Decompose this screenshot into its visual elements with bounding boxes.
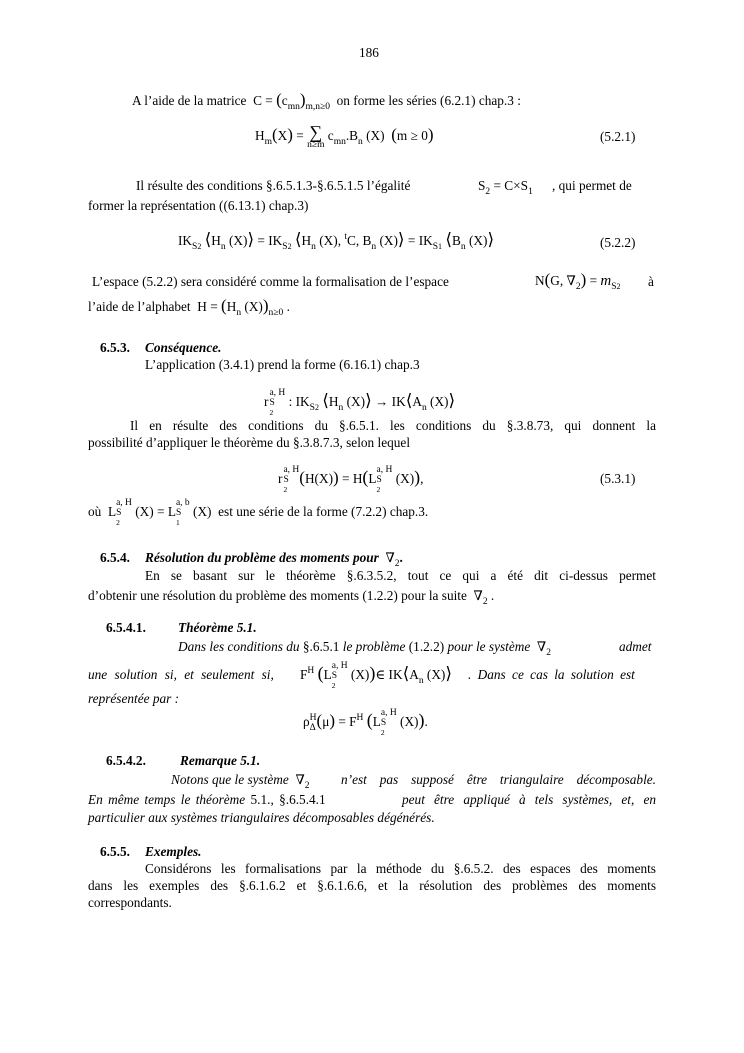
section-title-6-5-3: Conséquence. (145, 340, 222, 355)
espace-line-1-end: à (648, 274, 654, 289)
theorem-condition-formula: $F^H$ (L a, H S 2 (X))∈ $IK⟨A_n$ (X)⟩ (300, 661, 452, 690)
section-6-5-4-line-2-text: d’obtenir une résolution du problème des moments (1.2.2) pour la suite (88, 588, 467, 603)
theorem-l1a: Dans les conditions du (178, 639, 300, 654)
espace-line-2 (88, 297, 290, 318)
ilen-line-1: Il en résulte des conditions du §.6.5.1. les conditions du §.3.8.73, qui donnent la (130, 418, 656, 433)
nabla-symbol: $\nabla_2$ (382, 550, 400, 569)
matrix-formula: $C = (c_{mn})_{m,n\ge 0}$ (249, 90, 330, 112)
resulte-line-2: former la représentation ((6.13.1) chap.3) (88, 198, 309, 213)
intro-suffix: on forme les séries (6.2.1) chap.3 : (336, 93, 521, 108)
intro-prefix: A l’aide de la matrice (132, 93, 247, 108)
theorem-line-2-b: . Dans ce cas la solution est (468, 667, 635, 682)
remark-line-3: particulier aux systèmes triangulaires décomposables dégénérés. (88, 810, 435, 825)
remark-l1a: Notons que le système (171, 772, 289, 787)
espace-line-1: L’espace (5.2.2) sera considéré comme la formalisation de l’espace (92, 274, 449, 289)
section-title-6-5-4-text: Résolution du problème des moments pour (145, 550, 379, 565)
section-title-6-5-4-2: Remarque 5.1. (180, 753, 261, 768)
alphabet-formula: $H = (H_n$ $(X))_{n\ge 0}$ . (193, 296, 290, 318)
remark-line-1-b: n’est pas supposé être triangulaire décomposable. (341, 772, 656, 787)
ilen-line-2: possibilité d’appliquer le théorème du §.3.8.7.3, selon lequel (88, 435, 411, 450)
ou-line (88, 498, 428, 528)
theorem-l1b: §.6.5.1 (302, 639, 340, 654)
section-6-5-4-line-2 (88, 587, 494, 607)
espace-formula: N(G, $\nabla_2) = m_{S2}$ (535, 270, 621, 292)
equation-5-3-1: r a, H S 2 (H(X)) = H(L a, H S 2 (X)), (278, 465, 424, 494)
remark-l2b: 5.1., §.6.5.4.1 (250, 792, 326, 807)
resulte-line-1 (136, 177, 410, 195)
section-title-6-5-4: Résolution du problème des moments pour $\nabla_2$. (145, 550, 403, 569)
remark-line-2-c: peut être appliqué à tels systèmes, et, en (402, 792, 656, 807)
remark-l2a: En même temps le théorème (88, 792, 246, 807)
theorem-l1c: le problème (342, 639, 406, 654)
remark-line-2 (88, 791, 331, 809)
section-6-5-4-line-1: En se basant sur le théorème §.6.3.5.2, tout ce qui a été dit ci-dessus permet (145, 568, 656, 583)
remark-nabla: $\nabla_2$ (292, 772, 310, 791)
equation-5-2-1: $H_m(X)$ = ∑ n≥m $c_{mn}.B_n$ (X) (m ≥ 0) (255, 122, 434, 150)
equation-number-5-2-2: (5.2.2) (600, 235, 636, 250)
section-number-6-5-5: 6.5.5. (100, 844, 130, 859)
examples-line-3: correspondants. (88, 895, 172, 910)
sum-symbol: ∑ n≥m (307, 122, 325, 150)
section-text-6-5-3: L’application (3.4.1) prend la forme (6.16.1) chap.3 (145, 357, 420, 372)
resulte-line-1-end: , qui permet de (552, 178, 632, 193)
theorem-l1e: pour le système (447, 639, 531, 654)
solution-formula: ρ H Δ $(\mu) = F^H$ (L a, H S 2 (X)). (303, 708, 428, 737)
ou-formula: L a, H S 2 (X) = L a, b S 1 (X) (107, 498, 212, 527)
equation-number-5-2-1: (5.2.1) (600, 129, 636, 144)
espace-line-2-text: l’aide de l’alphabet (88, 299, 191, 314)
theorem-line-3: représentée par : (88, 691, 180, 706)
remark-line-1 (171, 771, 313, 791)
ou-prefix: où (88, 504, 102, 520)
section-number-6-5-4-1: 6.5.4.1. (106, 620, 146, 635)
section-title-6-5-5: Exemples. (145, 844, 202, 859)
section-title-6-5-4-1: Théorème 5.1. (178, 620, 257, 635)
theorem-nabla: $\nabla_2$ (533, 639, 551, 658)
section-number-6-5-4: 6.5.4. (100, 550, 130, 565)
ou-suffix: est une série de la forme (7.2.2) chap.3. (218, 504, 429, 520)
theorem-l1d: (1.2.2) (408, 639, 445, 654)
theorem-line-1 (178, 638, 551, 658)
examples-line-2: dans les exemples des §.6.1.6.2 et §.6.1.6.6, et la résolution des problèmes des moments (88, 878, 656, 893)
page-number: 186 (359, 45, 379, 60)
intro-paragraph (132, 91, 521, 112)
nabla-symbol-2: $\nabla_2$ . (470, 588, 495, 607)
theorem-line-1-end: admet (619, 639, 652, 654)
equation-5-2-2: $IK_{S2}$ $⟨H_n$ (X)⟩ = $IK_{S2}$ $⟨H_n$ (X), $^t$C, $B_n$ (X)⟩ = $IK_{S1}$ $⟨B_n$ (X)⟩ (178, 230, 495, 252)
section-number-6-5-4-2: 6.5.4.2. (106, 753, 146, 768)
equation-number-5-3-1: (5.3.1) (600, 471, 636, 486)
equality-s2: $S_2 = C\times S_1$ (478, 178, 533, 197)
resulte-text: Il résulte des conditions §.6.5.1.3-§.6.5.1.5 l’égalité (136, 178, 411, 193)
mapping-formula: r a, H S 2 : $IK_{S2}$ $⟨H_n$ (X)⟩ → $IK⟨A_n$ (X)⟩ (264, 388, 456, 417)
section-number-6-5-3: 6.5.3. (100, 340, 130, 355)
examples-line-1: Considérons les formalisations par la méthode du §.6.5.2. des espaces des moments (145, 861, 656, 876)
theorem-line-2-a: une solution si, et seulement si, (88, 667, 274, 682)
